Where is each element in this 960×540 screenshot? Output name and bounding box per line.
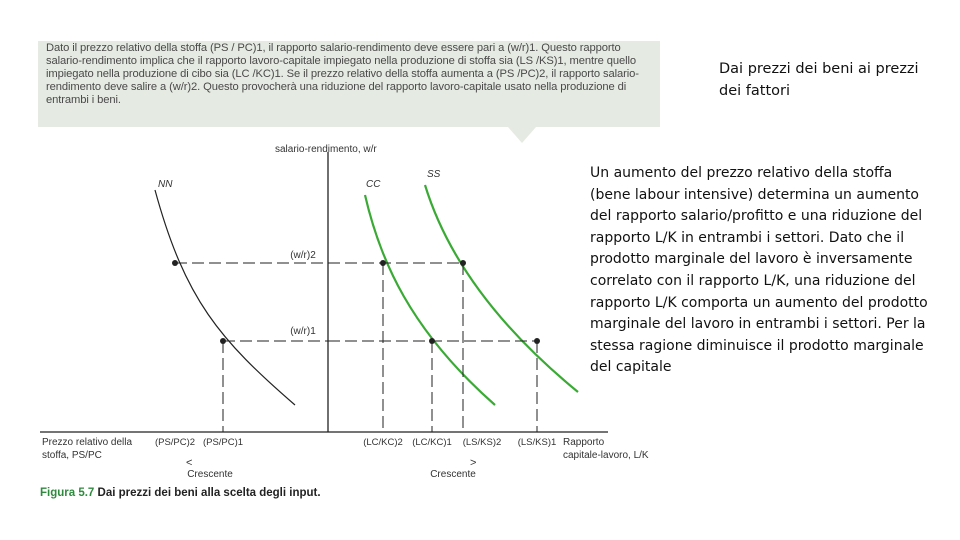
ss-curve-label: SS [427, 169, 441, 180]
nn-point-2 [172, 260, 178, 266]
ss-point-2 [460, 260, 466, 266]
left-axis-label-1: Prezzo relativo della [42, 437, 133, 448]
slide-body: Un aumento del prezzo relativo della stoffa (bene labour intensive) determina un aumento del rapporto salario/profitto e una riduzione del rapporto L/K in entrambi i settori. Dato che il prodotto marginale del lavoro è inversamente correlato con il rapporto L/K, una riduzione del rapporto L/K comporta un aumento del prodotto marginale del lavoro in entrambi i settori. Per la stessa ragione diminuisce il prodotto marginale del capitale [590, 165, 928, 376]
nn-curve [155, 190, 295, 405]
y-axis-label: salario-rendimento, w/r [275, 144, 377, 155]
cc-curve [365, 195, 495, 405]
ss-point-1 [534, 338, 540, 344]
lc-kc-2-tick: (LC/KC)2 [363, 437, 403, 448]
nn-point-1 [220, 338, 226, 344]
wr2-label: (w/r)2 [290, 250, 316, 261]
left-arrow-glyph: < [186, 457, 193, 469]
cc-point-1 [429, 338, 435, 344]
right-axis-label-2: capitale-lavoro, L/K [563, 450, 649, 461]
nn-curve-label: NN [158, 179, 173, 190]
wr1-label: (w/r)1 [290, 326, 316, 337]
left-direction-label: Crescente [187, 469, 233, 480]
ss-curve [425, 185, 578, 392]
right-arrow-glyph: > [470, 457, 477, 469]
cc-point-2 [380, 260, 386, 266]
figure-caption [40, 487, 321, 499]
ls-ks-2-tick: (LS/KS)2 [462, 437, 502, 448]
figure-title: Dai prezzi dei beni alla scelta degli input. [97, 487, 321, 499]
callout-text: Dato il prezzo relativo della stoffa (PS / PC)1, il rapporto salario-rendimento deve essere pari a (w/r)1. Questo rapporto salario-rendimento implica che il rapporto lavoro-capitale impiegato nella produzione di stoffa sia (LS /KS)1, mentre quello impiegato nella produzione di cibo sia (LC /KC)1. Se il prezzo relativo della stoffa aumenta a (PS /PC)2, il rapporto salario-rendimento deve salire a (w/r)2. Questo provocherà una riduzione del rapporto lavoro-capitale usato nella produzione di entrambi i beni. [46, 42, 639, 106]
right-axis-label-1: Rapporto [563, 437, 605, 448]
lc-kc-1-tick: (LC/KC)1 [412, 437, 452, 448]
cc-curve-label: CC [366, 179, 381, 190]
ls-ks-1-tick: (LS/KS)1 [517, 437, 557, 448]
ps-pc-1-tick: (PS/PC)1 [202, 437, 244, 448]
figure-number: Figura 5.7 [40, 487, 95, 499]
ps-pc-2-tick: (PS/PC)2 [154, 437, 196, 448]
right-direction-label: Crescente [430, 469, 476, 480]
left-axis-label-2: stoffa, PS/PC [42, 450, 102, 461]
slide-title: Dai prezzi dei beni ai prezzi dei fattori [719, 61, 919, 99]
